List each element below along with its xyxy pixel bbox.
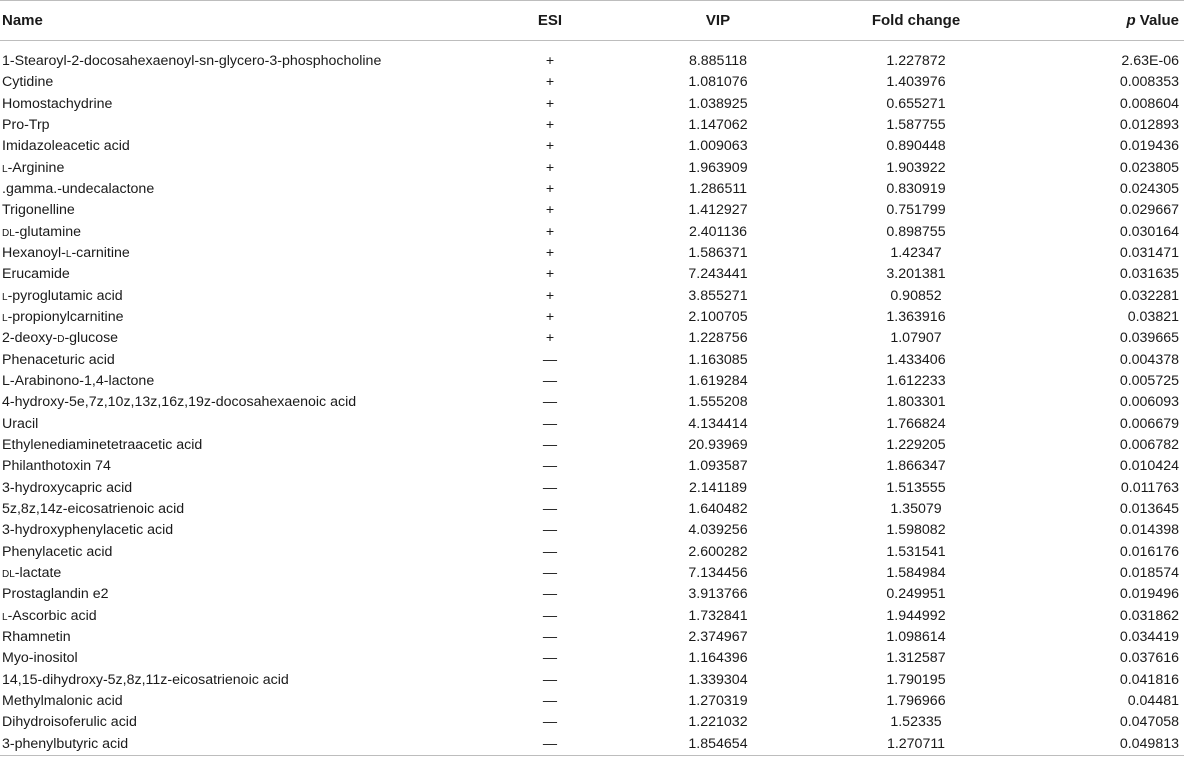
cell-p-value: 2.63E-06 bbox=[1121, 53, 1179, 69]
cell-p-value: 0.014398 bbox=[1119, 522, 1179, 539]
cell-esi: — bbox=[542, 650, 558, 667]
table-row bbox=[0, 157, 1184, 178]
cell-esi: — bbox=[542, 543, 558, 560]
cell-esi: + bbox=[545, 287, 555, 304]
table-row bbox=[0, 328, 1184, 349]
cell-p-value: 0.004378 bbox=[1119, 351, 1179, 368]
cell-p-value: 0.006782 bbox=[1119, 437, 1179, 454]
cell-name: Homostachydrine bbox=[2, 95, 113, 112]
cell-vip: 1.640482 bbox=[688, 501, 748, 518]
cell-vip: 1.555208 bbox=[688, 394, 748, 411]
table-row bbox=[0, 691, 1184, 712]
cell-vip: 3.855271 bbox=[688, 287, 748, 304]
table-row bbox=[0, 179, 1184, 200]
table-row bbox=[0, 542, 1184, 563]
cell-vip: 7.243441 bbox=[688, 266, 748, 283]
cell-fold-change: 0.830919 bbox=[886, 180, 946, 197]
table-row bbox=[0, 243, 1184, 264]
table-row bbox=[0, 392, 1184, 413]
cell-name: 3-hydroxycapric acid bbox=[2, 479, 133, 496]
table-row bbox=[0, 349, 1184, 370]
cell-esi: + bbox=[545, 202, 555, 219]
cell-fold-change: 1.433406 bbox=[886, 351, 946, 368]
cell-name: l-Arginine bbox=[2, 159, 65, 176]
cell-p-value: 0.031862 bbox=[1119, 607, 1179, 624]
cell-fold-change: 1.903922 bbox=[886, 159, 946, 176]
cell-vip: 4.134414 bbox=[688, 415, 748, 432]
cell-fold-change: 1.52335 bbox=[890, 714, 942, 731]
cell-esi: + bbox=[545, 159, 555, 176]
cell-name: 14,15-dihydroxy-5z,8z,11z-eicosatrienoic acid bbox=[2, 671, 289, 688]
cell-p-value: 0.019436 bbox=[1119, 138, 1179, 155]
cell-p-value: 0.037616 bbox=[1119, 650, 1179, 667]
cell-p-value: 0.005725 bbox=[1119, 372, 1179, 389]
cell-name: Myo-inositol bbox=[2, 650, 78, 667]
cell-fold-change: 0.890448 bbox=[886, 138, 946, 155]
table-body bbox=[0, 41, 1184, 756]
stereo-prefix: l bbox=[2, 287, 8, 304]
cell-fold-change: 1.35079 bbox=[890, 501, 942, 518]
table-row bbox=[0, 93, 1184, 114]
table-row bbox=[0, 414, 1184, 435]
cell-name: Hexanoyl-l-carnitine bbox=[2, 244, 130, 261]
cell-name: Uracil bbox=[2, 415, 39, 432]
table-row bbox=[0, 435, 1184, 456]
cell-fold-change: 3.201381 bbox=[886, 266, 946, 283]
cell-name: Trigonelline bbox=[2, 202, 75, 219]
cell-vip: 1.221032 bbox=[688, 714, 748, 731]
cell-name: L-Arabinono-1,4-lactone bbox=[2, 372, 155, 389]
table-row bbox=[0, 734, 1184, 756]
cell-name: Prostaglandin e2 bbox=[2, 586, 109, 603]
stereo-prefix: dl bbox=[2, 565, 15, 582]
cell-name: Imidazoleacetic acid bbox=[2, 138, 130, 155]
cell-vip: 1.412927 bbox=[688, 202, 748, 219]
cell-p-value: 0.008604 bbox=[1119, 95, 1179, 112]
cell-fold-change: 1.612233 bbox=[886, 372, 946, 389]
cell-fold-change: 1.42347 bbox=[890, 244, 942, 261]
cell-name: Dihydroisoferulic acid bbox=[2, 714, 137, 731]
cell-p-value: 0.011763 bbox=[1120, 479, 1179, 496]
cell-esi: — bbox=[542, 714, 558, 731]
cell-fold-change: 1.363916 bbox=[886, 308, 946, 325]
table-row bbox=[0, 41, 1184, 73]
cell-esi: — bbox=[542, 735, 558, 752]
cell-fold-change: 0.249951 bbox=[886, 586, 946, 603]
cell-p-value: 0.006679 bbox=[1119, 415, 1179, 432]
cell-name: 1-Stearoyl-2-docosahexaenoyl-sn-glycero-3-phosphocholine bbox=[2, 53, 382, 69]
cell-name: Philanthotoxin 74 bbox=[2, 458, 111, 475]
table-row bbox=[0, 72, 1184, 93]
cell-vip: 1.339304 bbox=[688, 671, 748, 688]
cell-esi: — bbox=[542, 586, 558, 603]
table-row bbox=[0, 285, 1184, 306]
cell-esi: — bbox=[542, 693, 558, 710]
cell-name: .gamma.-undecalactone bbox=[2, 180, 155, 197]
cell-fold-change: 1.598082 bbox=[886, 522, 946, 539]
cell-esi: + bbox=[545, 330, 555, 347]
cell-p-value: 0.029667 bbox=[1119, 202, 1179, 219]
cell-esi: — bbox=[542, 501, 558, 518]
cell-esi: + bbox=[545, 95, 555, 112]
cell-vip: 1.854654 bbox=[688, 735, 748, 752]
cell-esi: — bbox=[542, 415, 558, 432]
cell-esi: + bbox=[545, 180, 555, 197]
cell-fold-change: 1.403976 bbox=[886, 74, 946, 91]
table-row bbox=[0, 627, 1184, 648]
cell-p-value: 0.032281 bbox=[1119, 287, 1179, 304]
table-row bbox=[0, 648, 1184, 669]
stereo-prefix: d bbox=[57, 330, 65, 347]
cell-esi: — bbox=[542, 351, 558, 368]
header-p-value bbox=[1020, 1, 1184, 41]
table-row bbox=[0, 264, 1184, 285]
cell-esi: + bbox=[545, 308, 555, 325]
cell-name: Methylmalonic acid bbox=[2, 693, 123, 710]
table-row bbox=[0, 584, 1184, 605]
cell-p-value: 0.018574 bbox=[1119, 565, 1179, 582]
header-p-italic: p bbox=[1126, 12, 1136, 29]
cell-esi: + bbox=[545, 116, 555, 133]
cell-p-value: 0.019496 bbox=[1119, 586, 1179, 603]
cell-name: 5z,8z,14z-eicosatrienoic acid bbox=[2, 501, 185, 518]
cell-p-value: 0.013645 bbox=[1119, 501, 1179, 518]
cell-fold-change: 1.584984 bbox=[886, 565, 946, 582]
cell-p-value: 0.03821 bbox=[1127, 308, 1179, 325]
cell-p-value: 0.016176 bbox=[1119, 543, 1179, 560]
cell-esi: — bbox=[542, 671, 558, 688]
cell-name: 3-phenylbutyric acid bbox=[2, 735, 129, 752]
cell-vip: 1.286511 bbox=[688, 180, 748, 197]
cell-vip: 1.732841 bbox=[688, 607, 748, 624]
cell-p-value: 0.010424 bbox=[1119, 458, 1179, 475]
cell-fold-change: 1.270711 bbox=[886, 735, 946, 752]
cell-name: dl-glutamine bbox=[2, 223, 82, 240]
cell-name: Erucamide bbox=[2, 266, 70, 283]
header-p-rest: Value bbox=[1135, 12, 1179, 29]
cell-esi: — bbox=[542, 437, 558, 454]
cell-fold-change: 0.90852 bbox=[890, 287, 942, 304]
cell-p-value: 0.024305 bbox=[1119, 180, 1179, 197]
cell-fold-change: 0.898755 bbox=[886, 223, 946, 240]
cell-vip: 1.163085 bbox=[688, 351, 748, 368]
cell-vip: 1.164396 bbox=[688, 650, 748, 667]
cell-fold-change: 0.655271 bbox=[886, 95, 946, 112]
stereo-prefix: l bbox=[65, 244, 72, 261]
table-row bbox=[0, 478, 1184, 499]
header-name: Name bbox=[2, 12, 43, 29]
cell-vip: 3.913766 bbox=[688, 586, 748, 603]
table-row bbox=[0, 563, 1184, 584]
cell-name: Phenylacetic acid bbox=[2, 543, 113, 560]
cell-vip: 4.039256 bbox=[688, 522, 748, 539]
table-row bbox=[0, 456, 1184, 477]
cell-vip: 1.619284 bbox=[688, 372, 748, 389]
cell-fold-change: 1.098614 bbox=[886, 629, 946, 646]
cell-esi: + bbox=[545, 74, 555, 91]
header-fold-change: Fold change bbox=[871, 12, 961, 29]
cell-name: 2-deoxy-d-glucose bbox=[2, 330, 119, 347]
cell-p-value: 0.012893 bbox=[1119, 116, 1179, 133]
table-row bbox=[0, 499, 1184, 520]
stereo-prefix: l bbox=[2, 607, 8, 624]
cell-esi: + bbox=[545, 244, 555, 261]
cell-name: l-Ascorbic acid bbox=[2, 607, 97, 624]
cell-esi: + bbox=[545, 138, 555, 155]
table-row bbox=[0, 307, 1184, 328]
table-row bbox=[0, 221, 1184, 242]
cell-p-value: 0.031635 bbox=[1119, 266, 1179, 283]
table-header bbox=[0, 1, 1184, 41]
header-vip: VIP bbox=[705, 12, 731, 29]
cell-fold-change: 1.790195 bbox=[886, 671, 946, 688]
cell-esi: + bbox=[545, 266, 555, 283]
cell-esi: — bbox=[542, 479, 558, 496]
cell-vip: 1.963909 bbox=[688, 159, 748, 176]
cell-fold-change: 1.531541 bbox=[886, 543, 946, 560]
header-row bbox=[0, 1, 1184, 41]
cell-vip: 1.147062 bbox=[688, 116, 748, 133]
table-row bbox=[0, 606, 1184, 627]
cell-name: dl-lactate bbox=[2, 565, 62, 582]
cell-esi: — bbox=[542, 607, 558, 624]
stereo-prefix: l bbox=[2, 159, 8, 176]
cell-fold-change: 1.587755 bbox=[886, 116, 946, 133]
table-row bbox=[0, 200, 1184, 221]
cell-vip: 8.885118 bbox=[688, 53, 748, 69]
cell-p-value: 0.047058 bbox=[1119, 714, 1179, 731]
cell-name: Rhamnetin bbox=[2, 629, 71, 646]
cell-fold-change: 1.513555 bbox=[886, 479, 946, 496]
cell-vip: 2.374967 bbox=[688, 629, 748, 646]
cell-p-value: 0.041816 bbox=[1119, 671, 1179, 688]
cell-name: l-pyroglutamic acid bbox=[2, 287, 123, 304]
cell-fold-change: 1.227872 bbox=[886, 53, 946, 69]
cell-fold-change: 1.07907 bbox=[890, 330, 942, 347]
cell-vip: 1.009063 bbox=[688, 138, 748, 155]
cell-p-value: 0.031471 bbox=[1119, 244, 1179, 261]
cell-p-value: 0.023805 bbox=[1119, 159, 1179, 176]
stereo-prefix: dl bbox=[2, 223, 15, 240]
cell-vip: 1.081076 bbox=[688, 74, 748, 91]
table-row bbox=[0, 712, 1184, 733]
cell-vip: 7.134456 bbox=[688, 565, 748, 582]
cell-vip: 2.600282 bbox=[688, 543, 748, 560]
cell-vip: 2.141189 bbox=[688, 479, 748, 496]
cell-vip: 1.228756 bbox=[688, 330, 748, 347]
cell-vip: 1.093587 bbox=[688, 458, 748, 475]
cell-fold-change: 1.312587 bbox=[886, 650, 946, 667]
cell-p-value: 0.049813 bbox=[1119, 735, 1179, 752]
cell-esi: — bbox=[542, 372, 558, 389]
cell-fold-change: 1.229205 bbox=[886, 437, 946, 454]
cell-p-value: 0.034419 bbox=[1119, 629, 1179, 646]
cell-esi: — bbox=[542, 522, 558, 539]
cell-p-value: 0.008353 bbox=[1119, 74, 1179, 91]
cell-name: l-propionylcarnitine bbox=[2, 308, 124, 325]
table-row bbox=[0, 371, 1184, 392]
stereo-prefix: l bbox=[2, 308, 8, 325]
header-esi: ESI bbox=[537, 12, 563, 29]
table-row bbox=[0, 136, 1184, 157]
cell-vip: 20.93969 bbox=[688, 437, 748, 454]
cell-vip: 1.038925 bbox=[688, 95, 748, 112]
cell-esi: + bbox=[545, 53, 555, 69]
table-row bbox=[0, 670, 1184, 691]
cell-esi: — bbox=[542, 394, 558, 411]
cell-name: Phenaceturic acid bbox=[2, 351, 115, 368]
cell-name: Cytidine bbox=[2, 74, 54, 91]
cell-esi: — bbox=[542, 458, 558, 475]
cell-fold-change: 1.796966 bbox=[886, 693, 946, 710]
table-row bbox=[0, 115, 1184, 136]
cell-fold-change: 0.751799 bbox=[886, 202, 946, 219]
cell-fold-change: 1.766824 bbox=[886, 415, 946, 432]
cell-name: 4-hydroxy-5e,7z,10z,13z,16z,19z-docosahexaenoic acid bbox=[2, 394, 357, 411]
cell-esi: — bbox=[542, 565, 558, 582]
cell-vip: 2.401136 bbox=[688, 223, 748, 240]
cell-esi: — bbox=[542, 629, 558, 646]
cell-vip: 1.270319 bbox=[688, 693, 748, 710]
cell-name: 3-hydroxyphenylacetic acid bbox=[2, 522, 174, 539]
cell-p-value: 0.04481 bbox=[1127, 693, 1179, 710]
cell-p-value: 0.006093 bbox=[1119, 394, 1179, 411]
cell-vip: 2.100705 bbox=[688, 308, 748, 325]
cell-p-value: 0.039665 bbox=[1119, 330, 1179, 347]
cell-fold-change: 1.803301 bbox=[886, 394, 946, 411]
cell-esi: + bbox=[545, 223, 555, 240]
cell-name: Ethylenediaminetetraacetic acid bbox=[2, 437, 203, 454]
cell-name: Pro-Trp bbox=[2, 116, 50, 133]
cell-fold-change: 1.866347 bbox=[886, 458, 946, 475]
cell-vip: 1.586371 bbox=[688, 244, 748, 261]
cell-fold-change: 1.944992 bbox=[886, 607, 946, 624]
cell-p-value: 0.030164 bbox=[1119, 223, 1179, 240]
table-row bbox=[0, 520, 1184, 541]
